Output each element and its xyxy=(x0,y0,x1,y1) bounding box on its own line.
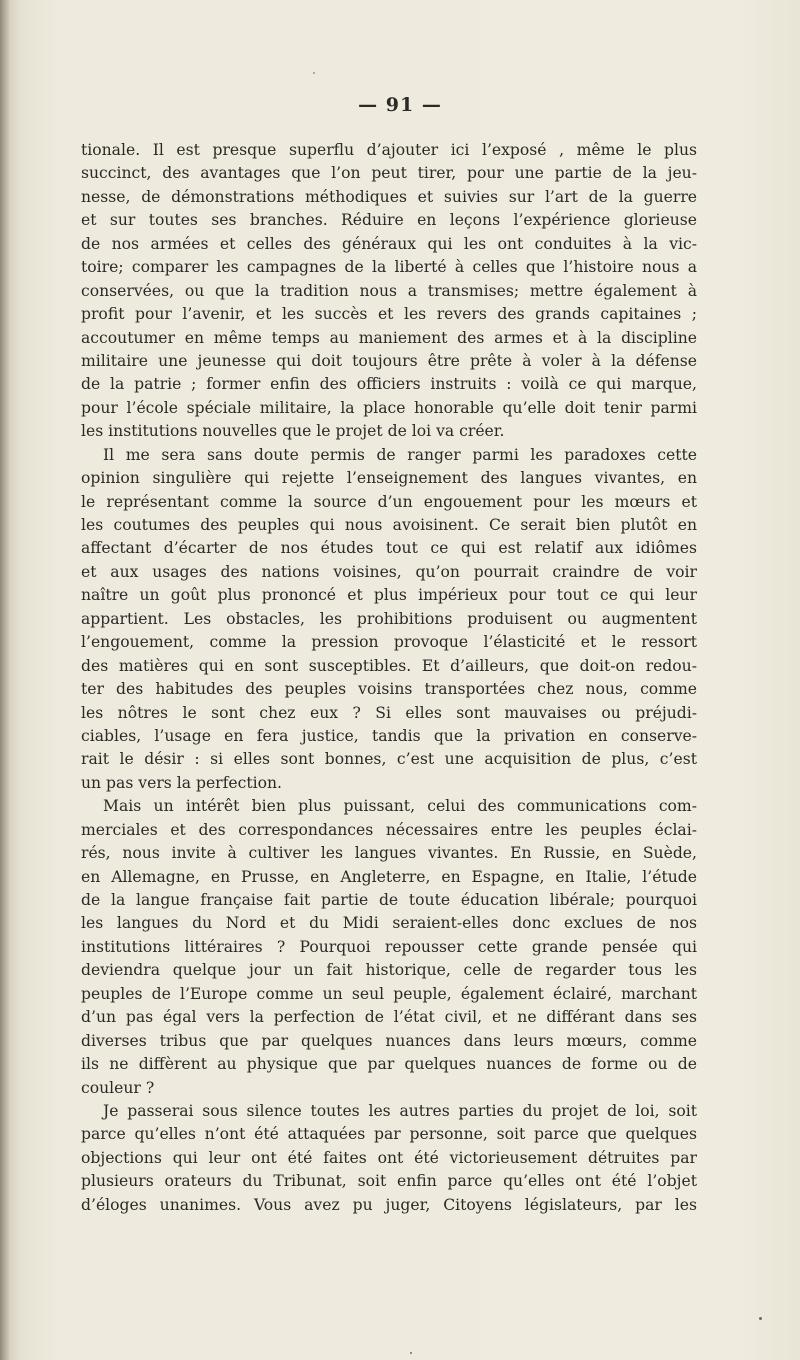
paper-speck xyxy=(313,72,315,74)
text-line: accoutumer en même temps au maniement des armes et à la discipline xyxy=(81,328,697,347)
text-line: rait le désir : si elles sont bonnes, c’est une acquisition de plus, c’est xyxy=(81,750,697,769)
text-line: et sur toutes ses branches. Réduire en leçons l’expérience glorieuse xyxy=(81,211,697,230)
text-line: les nôtres le sont chez eux ? Si elles sont mauvaises ou préjudi- xyxy=(81,703,697,722)
paper-speck xyxy=(759,1317,762,1320)
text-line: les coutumes des peuples qui nous avoisinent. Ce serait bien plutôt en xyxy=(81,516,697,534)
text-line: affectant d’écarter de nos études tout ce qui est relatif aux idiômes xyxy=(81,539,697,558)
text-line: institutions littéraires ? Pourquoi repousser cette grande pensée qui xyxy=(81,937,697,956)
binding-edge xyxy=(0,0,10,1360)
text-line: merciales et des correspondances nécessaires entre les peuples éclai- xyxy=(81,820,697,839)
text-line: objections qui leur ont été faites ont été victorieusement détruites par xyxy=(81,1148,697,1167)
text-line: opinion singulière qui rejette l’enseignement des langues vivantes, en xyxy=(81,469,697,488)
paragraph-start-line: Je passerai sous silence toutes les autres parties du projet de loi, soit xyxy=(103,1101,697,1120)
text-line: militaire une jeunesse qui doit toujours être prête à voler à la défense xyxy=(81,351,697,370)
text-line: tionale. Il est presque superflu d’ajouter ici l’exposé , même le plus xyxy=(81,141,697,159)
text-line: peuples de l’Europe comme un seul peuple, également éclairé, marchant xyxy=(81,984,697,1003)
text-line: le représentant comme la source d’un engouement pour les mœurs et xyxy=(81,492,697,511)
text-line: d’éloges unanimes. Vous avez pu juger, Citoyens législateurs, par les xyxy=(81,1195,697,1214)
text-line: toire; comparer les campagnes de la liberté à celles que l’histoire nous a xyxy=(81,258,697,277)
paper-speck xyxy=(410,1352,412,1354)
text-line: naître un goût plus prononcé et plus impérieux pour tout ce qui leur xyxy=(81,586,697,605)
page-number: — 91 — xyxy=(358,94,442,116)
paragraph-start-line: Mais un intérêt bien plus puissant, celui des communications com- xyxy=(103,797,697,816)
text-line: l’engouement, comme la pression provoque l’élasticité et le ressort xyxy=(81,633,697,652)
text-line: des matières qui en sont susceptibles. Et d’ailleurs, que doit-on redou- xyxy=(81,656,697,675)
paragraph-start-line: Il me sera sans doute permis de ranger parmi les paradoxes cette xyxy=(103,445,697,464)
text-line: appartient. Les obstacles, les prohibitions produisent ou augmentent xyxy=(81,609,697,628)
text-line: conservées, ou que la tradition nous a transmises; mettre également à xyxy=(81,281,697,300)
text-line: diverses tribus que par quelques nuances dans leurs mœurs, comme xyxy=(81,1031,697,1050)
text-line: pour l’école spéciale militaire, la place honorable qu’elle doit tenir parmi xyxy=(81,398,697,417)
text-line: plusieurs orateurs du Tribunat, soit enfin parce qu’elles ont été l’objet xyxy=(81,1172,697,1191)
text-line: les langues du Nord et du Midi seraient-elles donc exclues de nos xyxy=(81,914,697,933)
text-line: de nos armées et celles des généraux qui les ont conduites à la vic- xyxy=(81,234,697,253)
text-line: ter des habitudes des peuples voisins transportées chez nous, comme xyxy=(81,680,697,699)
text-line: nesse, de démonstrations méthodiques et suivies sur l’art de la guerre xyxy=(81,187,697,206)
text-line: de la patrie ; former enfin des officiers instruits : voilà ce qui marque, xyxy=(81,375,697,394)
text-line: ciables, l’usage en fera justice, tandis que la privation en conserve- xyxy=(81,726,697,745)
paragraph-end-line: couleur ? xyxy=(81,1078,155,1097)
text-line: de la langue française fait partie de toute éducation libérale; pourquoi xyxy=(81,891,697,909)
paragraph-end-line: les institutions nouvelles que le projet de loi va créer. xyxy=(81,422,505,441)
text-line: ils ne diffèrent au physique que par quelques nuances de forme ou de xyxy=(81,1055,697,1074)
text-line: succinct, des avantages que l’on peut tirer, pour une partie de la jeu- xyxy=(81,164,697,183)
text-line: rés, nous invite à cultiver les langues vivantes. En Russie, en Suède, xyxy=(81,844,697,863)
text-line: d’un pas égal vers la perfection de l’état civil, et ne différant dans ses xyxy=(81,1008,697,1027)
text-line: profit pour l’avenir, et les succès et les revers des grands capitaines ; xyxy=(81,305,697,324)
paragraph-end-line: un pas vers la perfection. xyxy=(81,773,283,792)
text-line: et aux usages des nations voisines, qu’on pourrait craindre de voir xyxy=(81,562,697,581)
text-line: en Allemagne, en Prusse, en Angleterre, en Espagne, en Italie, l’étude xyxy=(81,867,697,886)
text-line: parce qu’elles n’ont été attaquées par personne, soit parce que quelques xyxy=(81,1125,697,1144)
body-text xyxy=(81,139,697,1217)
text-line: deviendra quelque jour un fait historique, celle de regarder tous les xyxy=(81,961,697,980)
